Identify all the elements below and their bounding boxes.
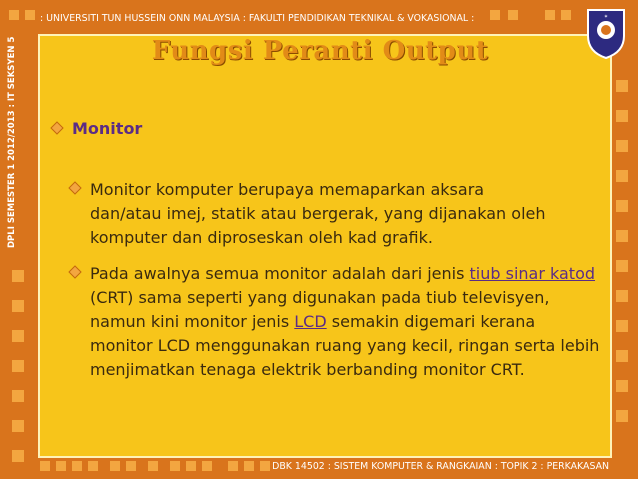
deco-square (244, 461, 254, 471)
slide-title: Fungsi Peranti Output (151, 36, 489, 66)
deco-square (616, 410, 628, 422)
header-org-text: : UNIVERSITI TUN HUSSEIN ONN MALAYSIA : FAKULTI PENDIDIKAN TEKNIKAL & VOKASIONAL : (40, 13, 475, 24)
deco-square (260, 461, 270, 471)
deco-square (616, 170, 628, 182)
deco-square (616, 140, 628, 152)
deco-square (508, 10, 518, 20)
diamond-bullet-icon (68, 265, 82, 279)
deco-square (616, 80, 628, 92)
deco-square (40, 461, 50, 471)
monitor-term: Monitor (90, 180, 151, 199)
monitor-definition-text: komputer berupaya memaparkan aksara dan/atau imej, statik atau bergerak, yang dijanakan oleh komputer dan diproseskan oleh kad grafik. (90, 180, 546, 247)
deco-square (545, 10, 555, 20)
diamond-bullet-icon (50, 121, 64, 135)
side-semester-text: DPLI SEMESTER 1 2012/2013 : IT SEKSYEN 5 (7, 36, 17, 248)
deco-square (9, 10, 19, 20)
link-tiub-sinar-katod[interactable]: tiub sinar katod (469, 264, 596, 283)
deco-square (616, 290, 628, 302)
deco-square (12, 390, 24, 402)
deco-square (12, 300, 24, 312)
deco-square (12, 330, 24, 342)
deco-square (110, 461, 120, 471)
deco-square (72, 461, 82, 471)
deco-square (12, 420, 24, 432)
deco-square (88, 461, 98, 471)
link-lcd[interactable]: LCD (294, 312, 327, 331)
heading-monitor: Monitor (72, 119, 143, 138)
deco-square (561, 10, 571, 20)
deco-square (616, 230, 628, 242)
deco-square (616, 110, 628, 122)
deco-square (12, 450, 24, 462)
deco-square (148, 461, 158, 471)
types-text-1: Pada awalnya semua monitor adalah dari jenis (90, 264, 470, 283)
deco-square (616, 320, 628, 332)
svg-text:✶: ✶ (603, 14, 609, 20)
university-logo-icon (582, 6, 630, 60)
paragraph-monitor-definition (90, 178, 560, 250)
deco-square (186, 461, 196, 471)
footer-course-text: DBK 14502 : SISTEM KOMPUTER & RANGKAIAN : TOPIK 2 : PERKAKASAN (272, 461, 609, 472)
types-text-2: (CRT) sama seperti yang digunakan pada tiub televisyen, namun kini monitor jenis (90, 288, 550, 331)
diamond-bullet-icon (68, 181, 82, 195)
deco-square (126, 461, 136, 471)
deco-square (616, 350, 628, 362)
deco-square (170, 461, 180, 471)
types-text-3: semakin digemari kerana monitor LCD menggunakan ruang yang kecil, ringan serta lebih menjimatkan tenaga elektrik berbanding monitor CRT. (90, 312, 600, 379)
deco-square (616, 200, 628, 212)
deco-square (25, 10, 35, 20)
deco-square (616, 380, 628, 392)
deco-square (616, 260, 628, 272)
deco-square (56, 461, 66, 471)
deco-square (490, 10, 500, 20)
deco-square (12, 360, 24, 372)
deco-square (12, 270, 24, 282)
deco-square (202, 461, 212, 471)
deco-square (228, 461, 238, 471)
paragraph-monitor-types (90, 262, 602, 382)
